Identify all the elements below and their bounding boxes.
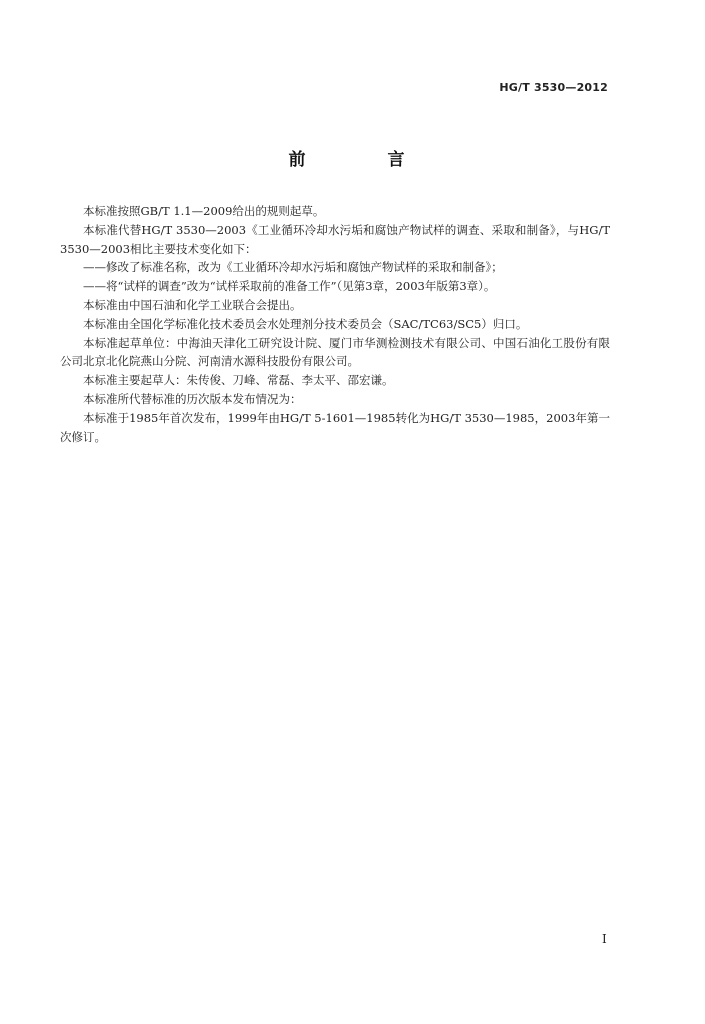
foreword-body — [60, 202, 610, 446]
paragraph-drafting-rules: 本标准按照GB/T 1.1—2009给出的规则起草。 — [83, 204, 325, 218]
paragraph-history-intro: 本标准所代替标准的历次版本发布情况为： — [83, 391, 302, 406]
list-item-change-1: ——修改了标准名称，改为《工业循环冷却水污垢和腐蚀产物试样的采取和制备》； — [83, 260, 503, 275]
paragraph-drafters: 本标准主要起草人：朱传俊、刀峰、常磊、李太平、邵宏谦。 — [83, 373, 394, 388]
page-title: 前 言 — [288, 150, 443, 170]
list-item-change-2: ——将“试样的调查”改为“试样采取前的准备工作”（见第3章，2003年版第3章）。 — [83, 279, 496, 294]
paragraph-committee: 本标准由全国化学标准化技术委员会水处理剂分技术委员会（SAC/TC63/SC5）归口。 — [83, 316, 528, 331]
paragraph-drafting-units: 本标准起草单位：中海油天津化工研究设计院、厦门市华测检测技术有限公司、中国石油化工股份有限公司北京北化院燕山分院、河南清水源科技股份有限公司。 — [60, 335, 610, 369]
paragraph-history: 本标准于1985年首次发布，1999年由HG/T 5-1601—1985转化为HG/T 3530—1985，2003年第一次修订。 — [60, 410, 610, 444]
standard-code: HG/T 3530—2012 — [499, 81, 608, 94]
paragraph-replacement: 本标准代替HG/T 3530—2003《工业循环冷却水污垢和腐蚀产物试样的调查、采取和制备》，与HG/T 3530—2003相比主要技术变化如下： — [60, 222, 610, 256]
page-number: I — [602, 932, 607, 946]
paragraph-proposer: 本标准由中国石油和化学工业联合会提出。 — [83, 297, 302, 312]
